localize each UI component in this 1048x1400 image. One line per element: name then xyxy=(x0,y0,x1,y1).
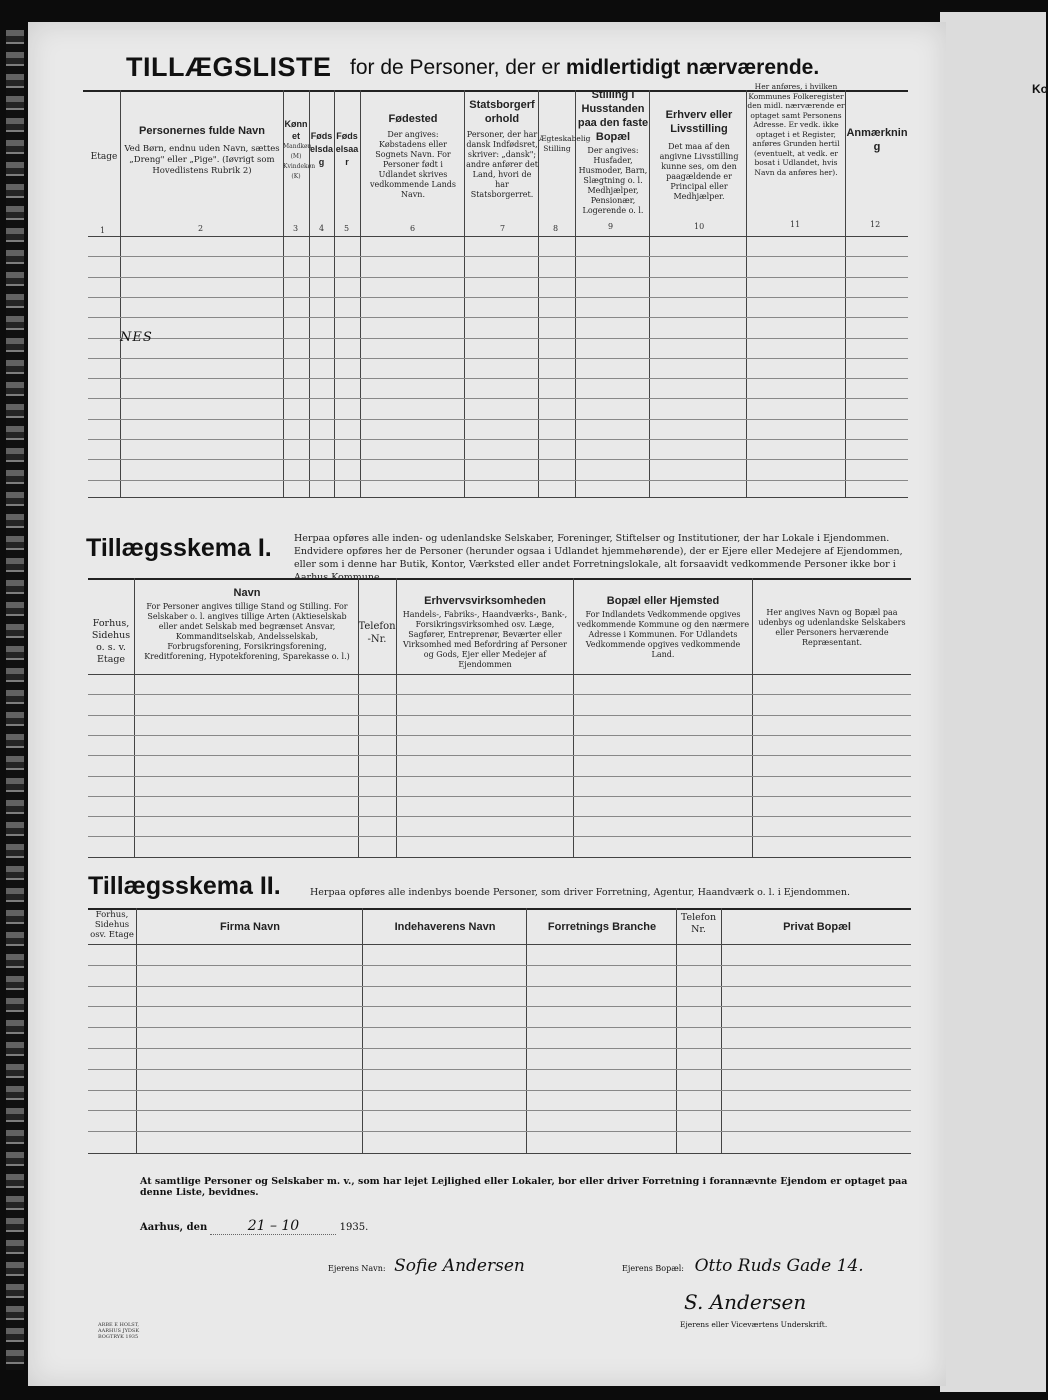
skema1-col-repraesentant xyxy=(756,608,908,648)
table-row-line xyxy=(88,1027,911,1028)
owner-address-label: Ejerens Bopæl: xyxy=(622,1264,685,1273)
table-row-line xyxy=(88,398,908,399)
printer-imprint: ARBE E HOLST, AARHUS JYDSK BOGTRYK 1935 xyxy=(98,1322,140,1340)
adjacent-page-fragment: Ko xyxy=(1032,82,1048,96)
col-foedested-title: Fødested xyxy=(388,113,438,125)
title-rest-a: for de Personer, der er xyxy=(350,56,561,79)
col-header-foedselsaar xyxy=(334,130,360,169)
col-num: 8 xyxy=(553,224,559,233)
table-row-line xyxy=(88,338,908,339)
owner-name-handwritten: Sofie Andersen xyxy=(394,1256,525,1276)
skema2-top-rule xyxy=(88,908,911,910)
table-row-line xyxy=(88,256,908,257)
owner-address-handwritten: Otto Ruds Gade 14. xyxy=(694,1256,864,1276)
col-num: 11 xyxy=(790,220,801,229)
col-header-etage xyxy=(86,152,122,162)
col-line xyxy=(721,908,722,1154)
signature-label: Ejerens eller Viceværtens Underskrift. xyxy=(680,1320,828,1329)
skema1-col-etage-title: Forhus, Sidehus o. s. v. Etage xyxy=(91,618,131,665)
skema1-col-bopael-sub: For Indlandets Vedkommende opgives vedkommende Kommune og den nærmere Adresse i Kommunen. For Udlandets Vedkommende opgives vedkommende Land. xyxy=(576,610,750,659)
table-row-line xyxy=(88,358,908,359)
skema1-title: Tillægsskema I. xyxy=(86,534,272,562)
table-row-line xyxy=(88,755,911,756)
skema2-col-telefon xyxy=(676,912,721,936)
table-row-line xyxy=(88,297,908,298)
col-line xyxy=(649,90,650,498)
skema2-col-telefon-title: Telefon Nr. xyxy=(680,912,717,935)
col-header-anmaerkning xyxy=(846,126,908,154)
skema2-col-indehaver-title: Indehaverens Navn xyxy=(394,921,496,933)
skema1-col-bopael xyxy=(576,594,750,660)
col-num: 12 xyxy=(870,220,881,229)
col-adresse-sub: Her anføres, i hvilken Kommunes Folkeregister den midl. nærværende er optaget samt Personens Adresse. Er vedk. ikke optaget i et Register, anføres Grunden hertil (eventuelt, at vedk. er bosat i Udlandet, hvis Navn da anføres her). xyxy=(747,82,845,177)
table-row-line xyxy=(88,317,908,318)
col-koennet-sub: Mandkøn (M) Kvindekøn (K) xyxy=(283,143,316,180)
skema2-title: Tillægsskema II. xyxy=(88,872,281,900)
col-num: 1 xyxy=(100,226,106,235)
skema2-col-firma-title: Firma Navn xyxy=(220,921,280,933)
table-row-line xyxy=(88,1090,911,1091)
col-header-adresse xyxy=(747,82,845,177)
skema2-col-etage xyxy=(88,910,136,940)
col-header-stilling xyxy=(577,88,649,216)
skema1-col-erhverv xyxy=(400,594,570,670)
skema2-col-privat xyxy=(723,920,911,934)
col-num: 10 xyxy=(694,222,705,231)
col-line xyxy=(526,908,527,1154)
skema1-intro: Herpaa opføres alle inden- og udenlandske Selskaber, Foreninger, Stiftelser og Institutioner, der har Lokale i Ejendommen. Endvidere opføres her de Personer (herunder ogsaa i Udlandet hjemmehørende), der er Ejere eller Medejere af Ejendommen, eller som i denne har Butik, Kontor, Værksted eller andet Forretningslokale, alt forsaavidt vedkommende Personer ikke bor i Aarhus Kommune. xyxy=(294,533,903,583)
table-row-line xyxy=(88,735,911,736)
col-line xyxy=(464,90,465,498)
skema2-col-firma xyxy=(138,920,362,934)
col-navn-title: Personernes fulde Navn xyxy=(139,125,265,137)
col-line xyxy=(360,90,361,498)
skema2-col-etage-title: Forhus, Sidehus osv. Etage xyxy=(90,910,134,940)
col-line xyxy=(575,90,576,498)
table-row-line xyxy=(88,776,911,777)
skema1-top-rule xyxy=(88,578,911,580)
table-row-line xyxy=(88,796,911,797)
col-erhverv-title: Erhverv eller Livsstilling xyxy=(665,109,733,135)
col-num: 4 xyxy=(319,224,325,233)
book-binding xyxy=(6,30,24,1370)
skema2-col-branche xyxy=(528,920,676,934)
col-header-aegteskabelig xyxy=(539,134,591,154)
main-title: TILLÆGSLISTE xyxy=(126,52,332,82)
table-row-line xyxy=(88,1006,911,1007)
table-row-line xyxy=(88,480,908,481)
skema1-col-erhverv-sub: Handels-, Fabriks-, Haandværks-, Bank-, Forsikringsvirksomhed osv. Læge, Sagfører, Entreprenør, Beværter eller Virksomhed med Befordring af Personer og Gods, Ejer eller Medejer af Ejendommen xyxy=(402,610,568,669)
col-erhverv-sub: Det maa af den angivne Livsstilling kunne ses, om den paagældende er Principal eller Medhjælper. xyxy=(659,142,739,201)
col-num: 2 xyxy=(198,224,204,233)
col-num: 7 xyxy=(500,224,506,233)
col-num: 6 xyxy=(410,224,416,233)
skema1-header-rule xyxy=(88,674,911,675)
col-num: 5 xyxy=(344,224,350,233)
attestation: At samtlige Personer og Selskaber m. v., som har lejet Lejlighed eller Lokaler, bor eller driver Forretning i forannævnte Ejendom er optaget paa denne Liste, bevidnes. xyxy=(140,1176,908,1198)
col-statsborger-sub: Personer, der har dansk Indfødsret, skriver: „dansk"; andre anfører det Land, hvori de har Statsborgerret. xyxy=(466,130,538,199)
skema2-col-privat-title: Privat Bopæl xyxy=(783,921,851,933)
census-form-page xyxy=(28,22,946,1386)
skema1-col-navn xyxy=(138,586,356,662)
skema2-col-branche-title: Forretnings Branche xyxy=(547,921,657,933)
skema1-col-erhverv-title: Erhvervsvirksomheden xyxy=(424,595,546,607)
skema2-col-indehaver xyxy=(364,920,526,934)
table-row-line xyxy=(88,459,908,460)
table-row-line xyxy=(88,1131,911,1132)
skema1-col-bopael-title: Bopæl eller Hjemsted xyxy=(606,595,720,607)
table-row-line xyxy=(88,439,908,440)
main-table-bottom-rule xyxy=(88,497,908,498)
table-row-line xyxy=(88,965,911,966)
col-navn-sub: Ved Børn, endnu uden Navn, sættes „Dreng" eller „Pige". (Iøvrigt som Hovedlistens Rubrik 2) xyxy=(124,144,280,176)
table-row-line xyxy=(88,816,911,817)
skema2-intro: Herpaa opføres alle indenbys boende Personer, som driver Forretning, Agentur, Haandværk o. l. i Ejendommen. xyxy=(310,887,850,898)
col-etage-title: Etage xyxy=(90,152,118,162)
table-row-line xyxy=(88,836,911,837)
table-row-line xyxy=(88,694,911,695)
col-aegteskabelig-title: Ægteskabelig Stilling xyxy=(539,134,591,153)
col-num: 3 xyxy=(293,224,299,233)
skema2-bottom-rule xyxy=(88,1153,911,1154)
date-handwritten: 21 – 10 xyxy=(210,1218,336,1235)
skema1-col-navn-sub: For Personer angives tillige Stand og Stilling. For Selskaber o. l. angives tillige Arten (Aktieselskab eller andet Selskab med begrænset Ansvar, Kommanditselskab, Andelsselskab, Forbrugsforening, Forsikringsforening, Kreditforening, Hypotekforening, Sparekasse o. l.) xyxy=(144,602,350,661)
title-rest-b: midlertidigt nærværende. xyxy=(565,56,820,79)
col-stilling-title: Stilling i Husstanden paa den faste Bopæl xyxy=(577,89,649,143)
col-header-foedselsdag xyxy=(309,130,334,169)
table-row-line xyxy=(88,378,908,379)
col-num: 9 xyxy=(608,222,614,231)
col-foedselsaar-title: Fødselsaar xyxy=(335,131,359,167)
main-header-rule xyxy=(88,236,908,237)
col-header-koennet xyxy=(283,118,316,182)
col-statsborger-title: Statsborgerforhold xyxy=(469,99,535,125)
col-header-statsborger xyxy=(466,98,538,200)
col-stilling-sub: Der angives: Husfader, Husmoder, Barn, Slægtning o. l. Medhjælper, Pensionær, Logerende o. l. xyxy=(578,146,648,215)
table-row-line xyxy=(88,1110,911,1111)
signature: S. Andersen xyxy=(684,1290,807,1314)
col-koennet-title: Kønnet xyxy=(284,119,308,141)
table-row-line xyxy=(88,1048,911,1049)
table-row-line xyxy=(88,419,908,420)
skema2-header-rule xyxy=(88,944,911,945)
col-anmaerkning-title: Anmærkning xyxy=(846,127,908,153)
skema1-col-telefon xyxy=(358,620,396,646)
col-line xyxy=(676,908,677,1154)
skema1-col-repraesentant-sub: Her angives Navn og Bopæl paa udenbys og udenlandske Selskabers eller Personers herværende Repræsentant. xyxy=(758,608,906,647)
skema1-col-telefon-title: Telefon-Nr. xyxy=(358,621,396,645)
table-row-line xyxy=(88,1069,911,1070)
col-header-erhverv xyxy=(652,108,746,202)
skema1-bottom-rule xyxy=(88,857,911,858)
col-foedselsdag-title: Fødselsdag xyxy=(309,131,333,167)
adjacent-page xyxy=(940,12,1046,1392)
col-foedested-sub: Der angives: Købstadens eller Sognets Navn. For Personer født i Udlandet skrives vedkommende Lands Navn. xyxy=(370,130,456,199)
table-row-line xyxy=(88,277,908,278)
owner-name-label: Ejerens Navn: xyxy=(328,1264,386,1273)
table-row-line xyxy=(88,715,911,716)
city-label: Aarhus, den xyxy=(140,1222,208,1233)
col-header-navn xyxy=(122,124,282,177)
col-header-foedested xyxy=(364,112,462,200)
year: 1935. xyxy=(339,1222,369,1233)
table-row-line xyxy=(88,986,911,987)
margin-scribble: NES xyxy=(120,330,153,345)
skema1-col-etage xyxy=(88,618,134,666)
owner-address-line xyxy=(622,1256,925,1276)
main-title-rest xyxy=(350,56,819,80)
skema1-col-navn-title: Navn xyxy=(233,587,261,599)
date-line xyxy=(140,1218,368,1235)
owner-name-line xyxy=(328,1256,584,1276)
col-line xyxy=(362,908,363,1154)
col-line xyxy=(136,908,137,1154)
